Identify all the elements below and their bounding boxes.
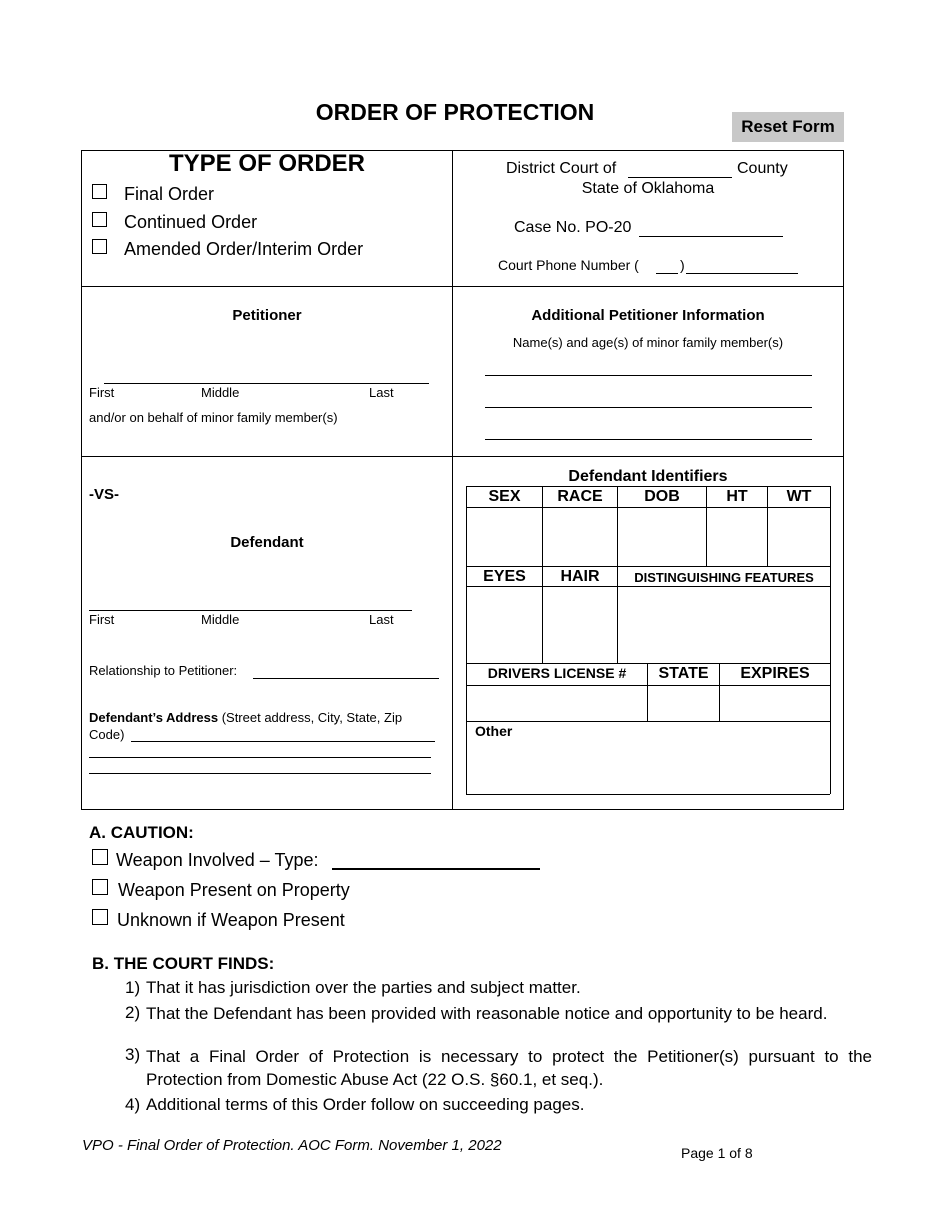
defendant-address-code-label: Code) xyxy=(89,727,125,742)
id-state-field[interactable] xyxy=(648,686,719,721)
address-line-2 xyxy=(89,757,431,758)
id-hair-header: HAIR xyxy=(560,568,600,585)
petitioner-first-label: First xyxy=(89,385,115,400)
finding-2-number: 2) xyxy=(125,1003,141,1022)
id-sex-header: SEX xyxy=(488,488,521,505)
grid-left-border xyxy=(81,150,82,809)
defendant-address-label-rest: (Street address, City, State, Zip xyxy=(218,710,403,725)
continued-order-checkbox[interactable] xyxy=(92,212,107,227)
relationship-label: Relationship to Petitioner: xyxy=(89,663,238,678)
case-number-line xyxy=(639,236,783,237)
court-phone-number-field[interactable] xyxy=(686,257,798,273)
minor-member-line-3 xyxy=(485,439,812,440)
district-court-suffix: County xyxy=(737,160,788,177)
court-phone-area-field[interactable] xyxy=(656,257,678,273)
id-ht-field[interactable] xyxy=(707,508,767,566)
defendant-name-line xyxy=(89,610,412,611)
finding-1-text: That it has jurisdiction over the parties and subject matter. xyxy=(146,978,581,997)
reset-form-button[interactable]: Reset Form xyxy=(732,112,844,142)
address-field-1[interactable] xyxy=(131,725,435,741)
defendant-address-label-bold: Defendant’s Address xyxy=(89,710,219,725)
id-expires-header: EXPIRES xyxy=(740,665,810,682)
address-line-3 xyxy=(89,773,431,774)
id-box-top xyxy=(466,486,830,487)
id-box-right xyxy=(830,486,831,794)
amended-order-checkbox[interactable] xyxy=(92,239,107,254)
petitioner-name-line xyxy=(104,383,429,384)
id-race-field[interactable] xyxy=(543,508,617,566)
district-county-line xyxy=(628,177,732,178)
petitioner-behalf-label: and/or on behalf of minor family member(s) xyxy=(89,410,338,425)
id-row3-bottom xyxy=(466,721,830,722)
weapon-unknown-checkbox[interactable] xyxy=(92,909,108,925)
weapon-type-field[interactable] xyxy=(332,850,540,868)
district-court-prefix: District Court of xyxy=(506,160,617,177)
id-dob-field[interactable] xyxy=(618,508,706,566)
petitioner-last-label: Last xyxy=(369,385,394,400)
page-title: ORDER OF PROTECTION xyxy=(315,99,595,125)
footer-form-info: VPO - Final Order of Protection. AOC Form. November 1, 2022 xyxy=(82,1137,502,1154)
finding-4-number: 4) xyxy=(125,1095,141,1114)
defendant-heading: Defendant xyxy=(230,534,304,551)
id-license-header: DRIVERS LICENSE # xyxy=(487,665,627,681)
grid-divider-1 xyxy=(81,286,844,287)
id-features-header: DISTINGUISHING FEATURES xyxy=(634,570,814,585)
address-field-2[interactable] xyxy=(89,743,431,757)
weapon-involved-label: Weapon Involved – Type: xyxy=(116,850,319,870)
type-of-order-heading: TYPE OF ORDER xyxy=(168,150,366,177)
minor-member-field-3[interactable] xyxy=(485,420,812,438)
identifiers-heading: Defendant Identifiers xyxy=(568,468,728,485)
court-phone-area-line xyxy=(656,273,678,274)
id-row2-bottom xyxy=(466,663,830,664)
court-phone-number-line xyxy=(686,273,798,274)
weapon-type-line xyxy=(332,868,540,870)
court-phone-paren: ) xyxy=(680,257,685,273)
defendant-address-label xyxy=(89,710,402,725)
versus-label: -VS- xyxy=(89,486,119,503)
id-wt-header: WT xyxy=(786,488,812,505)
weapon-unknown-label: Unknown if Weapon Present xyxy=(117,910,345,930)
id-expires-field[interactable] xyxy=(720,686,830,721)
minor-member-field-2[interactable] xyxy=(485,388,812,406)
grid-right-border xyxy=(843,150,844,809)
id-features-field[interactable] xyxy=(618,587,830,663)
id-ht-header: HT xyxy=(726,488,748,505)
id-row1-bottom xyxy=(466,566,830,567)
court-phone-label: Court Phone Number ( xyxy=(498,257,639,273)
weapon-present-checkbox[interactable] xyxy=(92,879,108,895)
id-license-field[interactable] xyxy=(467,686,647,721)
id-sex-field[interactable] xyxy=(467,508,542,566)
continued-order-label: Continued Order xyxy=(124,212,258,232)
id-hair-field[interactable] xyxy=(543,587,617,663)
id-other-label: Other xyxy=(475,723,513,739)
id-wt-field[interactable] xyxy=(768,508,830,566)
id-box-bottom xyxy=(466,794,830,795)
case-number-field[interactable] xyxy=(639,219,783,236)
weapon-present-label: Weapon Present on Property xyxy=(118,880,350,900)
id-dob-header: DOB xyxy=(644,488,680,505)
case-number-label: Case No. PO-20 xyxy=(514,219,632,236)
finding-1-number: 1) xyxy=(125,978,141,997)
petitioner-name-field[interactable] xyxy=(104,360,429,382)
court-state: State of Oklahoma xyxy=(581,180,715,197)
caution-heading: A. CAUTION: xyxy=(89,823,194,842)
petitioner-middle-label: Middle xyxy=(201,385,240,400)
defendant-first-label: First xyxy=(89,612,115,627)
defendant-last-label: Last xyxy=(369,612,394,627)
relationship-field[interactable] xyxy=(253,662,439,678)
minor-member-field-1[interactable] xyxy=(485,356,812,374)
defendant-name-field[interactable] xyxy=(89,588,412,609)
id-state-header: STATE xyxy=(658,665,709,682)
id-eyes-field[interactable] xyxy=(467,587,542,663)
minor-member-line-2 xyxy=(485,407,812,408)
id-other-field[interactable] xyxy=(467,740,830,794)
final-order-label: Final Order xyxy=(124,184,215,204)
additional-info-heading: Additional Petitioner Information xyxy=(531,307,765,324)
footer-page-number: Page 1 of 8 xyxy=(681,1145,753,1161)
address-field-3[interactable] xyxy=(89,759,431,773)
court-finds-heading: B. THE COURT FINDS: xyxy=(92,954,275,973)
grid-divider-2 xyxy=(81,456,844,457)
finding-3-text: That a Final Order of Protection is necessary to protect the Petitioner(s) pursuant to the Protection from Domestic Abuse Act (22 O.S. §60.1, et seq.). xyxy=(146,1047,872,1089)
additional-info-subheading: Name(s) and age(s) of minor family member(s) xyxy=(512,335,784,350)
finding-3-number: 3) xyxy=(125,1045,141,1064)
weapon-involved-checkbox[interactable] xyxy=(92,849,108,865)
id-race-header: RACE xyxy=(557,488,603,505)
final-order-checkbox[interactable] xyxy=(92,184,107,199)
minor-member-line-1 xyxy=(485,375,812,376)
petitioner-heading: Petitioner xyxy=(232,307,302,324)
id-eyes-header: EYES xyxy=(483,568,526,585)
defendant-middle-label: Middle xyxy=(201,612,240,627)
finding-2-text: That the Defendant has been provided with reasonable notice and opportunity to be heard. xyxy=(146,1004,828,1023)
grid-bottom-border xyxy=(81,809,844,810)
relationship-line xyxy=(253,678,439,679)
finding-4-text: Additional terms of this Order follow on succeeding pages. xyxy=(146,1095,585,1114)
address-line-1 xyxy=(131,741,435,742)
district-county-field[interactable] xyxy=(628,160,732,177)
amended-order-label: Amended Order/Interim Order xyxy=(124,239,364,259)
